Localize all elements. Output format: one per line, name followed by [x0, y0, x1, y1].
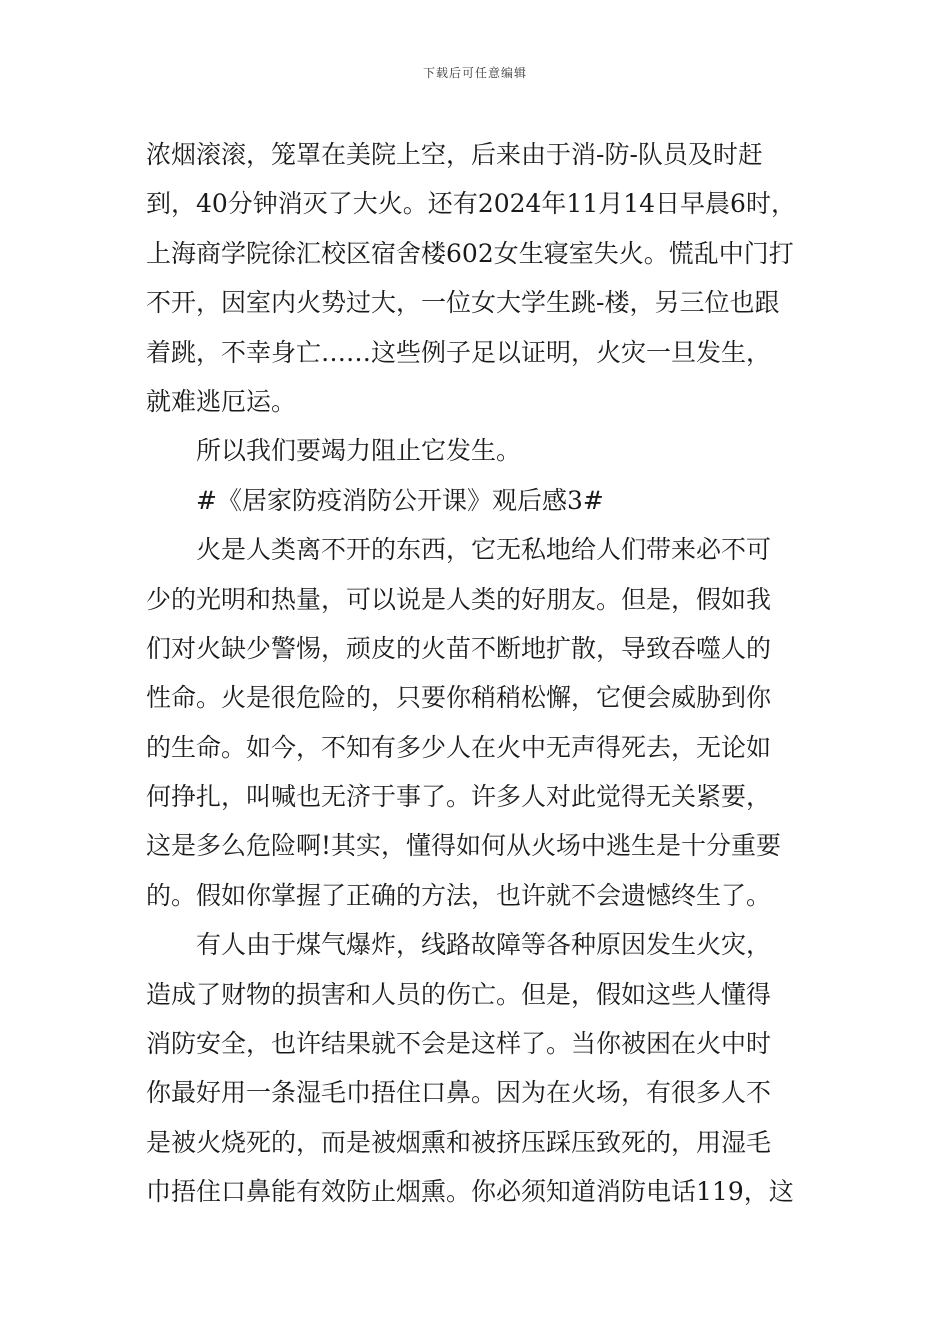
text-line: 们对火缺少警惕，顽皮的火苗不断地扩散，导致吞噬人的 — [146, 633, 772, 663]
document-body — [146, 130, 806, 1217]
text-line: 有人由于煤气爆炸，线路故障等各种原因发生火灾， — [196, 930, 772, 960]
text-line: 这是多么危险啊!其实，懂得如何从火场中逃生是十分重要 — [146, 831, 782, 861]
page-header: 下载后可任意编辑 — [422, 66, 527, 80]
text-line: 所以我们要竭力阻止它发生。 — [196, 436, 522, 466]
text-line: 的。假如你掌握了正确的方法，也许就不会遗憾终生了。 — [146, 880, 772, 910]
text-line: 何挣扎，叫喊也无济于事了。许多人对此觉得无关紧要， — [146, 782, 772, 812]
text-line: 浓烟滚滚，笼罩在美院上空，后来由于消-防-队员及时赶 — [146, 140, 763, 169]
section-heading: #《居家防疫消防公开课》观后感3# — [196, 485, 604, 515]
text-line: 上海商学院徐汇校区宿舍楼602女生寝室失火。慌乱中门打 — [146, 238, 794, 268]
text-line: 性命。火是很危险的，只要你稍稍松懈，它便会威胁到你 — [146, 683, 772, 713]
text-line: 的生命。如今，不知有多少人在火中无声得死去，无论如 — [146, 732, 772, 762]
text-line: 消防安全，也许结果就不会是这样了。当你被困在火中时 — [146, 1029, 772, 1059]
text-line: 火是人类离不开的东西，它无私地给人们带来必不可 — [196, 535, 772, 565]
text-line: 巾捂住口鼻能有效防止烟熏。你必须知道消防电话119，这 — [146, 1177, 794, 1207]
text-line: 着跳，不幸身亡……这些例子足以证明，火灾一旦发生， — [146, 337, 772, 367]
text-line: 就难逃厄运。 — [146, 386, 297, 416]
text-line: 你最好用一条湿毛巾捂住口鼻。因为在火场，有很多人不 — [146, 1078, 772, 1108]
text-line: 是被火烧死的，而是被烟熏和被挤压踩压致死的，用湿毛 — [146, 1127, 772, 1157]
text-line: 不开，因室内火势过大，一位女大学生跳-楼，另三位也跟 — [146, 288, 780, 318]
text-line: 到，40分钟消灭了大火。还有2024年11月14日早晨6时， — [146, 189, 796, 219]
text-line: 造成了财物的损害和人员的伤亡。但是，假如这些人懂得 — [146, 979, 772, 1009]
text-line: 少的光明和热量，可以说是人类的好朋友。但是，假如我 — [146, 584, 772, 614]
